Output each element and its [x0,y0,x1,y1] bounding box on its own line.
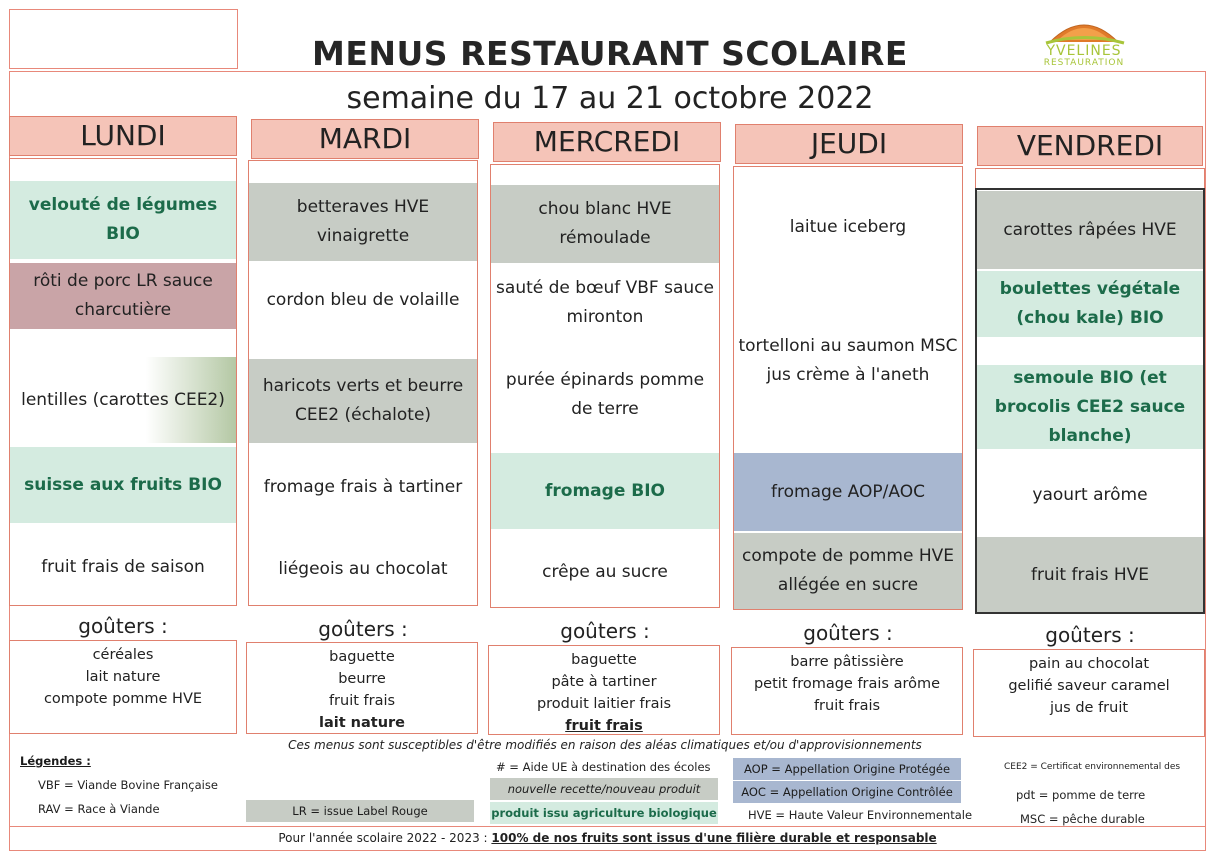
legend-title: Légendes : [20,754,91,768]
gouters-title-jeudi: goûters : [803,621,893,645]
legend-nouvelle: nouvelle recette/nouveau produit [490,778,718,800]
legend-lr: LR = issue Label Rouge [246,800,474,822]
legend-msc: MSC = pêche durable [1020,812,1145,826]
menu-item-dairy: yaourt arôme [1032,484,1148,505]
disclaimer: Ces menus sont susceptibles d'être modifiés en raison des aléas climatiques et/ou d'approvisionnements [288,738,922,752]
menu-item-dessert: crêpe au sucre [542,561,668,582]
legend-vbf: VBF = Viande Bovine Française [38,778,218,792]
day-header-jeudi: JEUDI [735,124,963,164]
menu-item-dairy: fromage frais à tartiner [263,476,463,497]
gouter-item: lait nature [85,669,161,685]
blank-header-box [9,9,238,69]
footer-text: Pour l'année scolaire 2022 - 2023 : [278,831,488,845]
gouter-item: barre pâtissière [790,654,904,670]
gouter-item: lait nature [318,715,406,731]
legend-pdt: pdt = pomme de terre [1016,788,1146,802]
menu-item-side: semoule BIO (et brocolis CEE2 sauce blanche) [976,365,1204,449]
gouter-item: beurre [338,671,386,687]
week-title: semaine du 17 au 21 octobre 2022 [346,81,874,116]
gouters-box-mardi [246,642,478,734]
menu-item-dairy: suisse aux fruits BIO [10,447,236,523]
menu-item-dessert: liégeois au chocolat [278,558,448,579]
menu-item-side: haricots verts et beurre CEE2 (échalote) [249,359,477,443]
logo-line2: RESTAURATION [1043,58,1125,68]
day-column-jeudi [733,166,963,610]
gouter-item: pain au chocolat [1028,656,1150,672]
menu-item-dairy: fromage BIO [491,453,719,529]
gouter-item: céréales [92,647,154,663]
gouters-box-vendredi [973,649,1205,737]
footer [9,826,1206,850]
gouter-item: jus de fruit [1049,700,1129,716]
gouters-title-vendredi: goûters : [1045,623,1135,647]
gouters-box-mercredi [488,645,720,735]
menu-item-side: purée épinards pomme de terre [505,370,705,419]
day-column-mardi [248,160,478,606]
page-title: MENUS RESTAURANT SCOLAIRE [312,34,908,73]
legend-aide: # = Aide UE à destination des écoles [496,760,711,774]
gouters-title-mercredi: goûters : [560,619,650,643]
logo-text [1028,44,1140,68]
logo [1028,10,1140,72]
menu-item-starter: laitue iceberg [789,216,907,237]
menu-item-starter: carottes râpées HVE [976,191,1204,269]
gouter-item: produit laitier frais [536,696,672,712]
gouters-title-lundi: goûters : [78,614,168,638]
day-header-vendredi: VENDREDI [977,126,1203,166]
day-column-lundi [9,158,237,606]
legend-aop: AOP = Appellation Origine Protégée [733,758,961,780]
highlight-border [975,188,1205,614]
menu-item-starter: velouté de légumes BIO [10,181,236,259]
gouter-item: compote pomme HVE [43,691,203,707]
gouters-title-mardi: goûters : [318,617,408,641]
gouter-item: baguette [329,649,395,665]
legend-rav: RAV = Race à Viande [38,802,160,816]
menu-item-main: rôti de porc LR sauce charcutière [10,263,236,329]
day-column-mercredi [490,164,720,608]
menu-item-dessert: fruit frais HVE [976,537,1204,613]
legend-bio: produit issu agriculture biologique [490,802,718,824]
gouters-box-jeudi [731,647,963,735]
gouter-item: petit fromage frais arôme [753,676,941,692]
menu-item-main: tortelloni au saumon MSC jus crème à l'aneth [738,336,958,385]
menu-item-main: boulettes végétale (chou kale) BIO [976,271,1204,337]
day-header-mercredi: MERCREDI [493,122,721,162]
gouter-item: fruit frais [813,698,881,714]
menu-item-main: sauté de bœuf VBF sauce mironton [496,278,714,327]
day-header-lundi: LUNDI [9,116,237,156]
gouters-box-lundi [9,640,237,734]
gouter-item: gelifié saveur caramel [1008,678,1170,694]
menu-item-main: cordon bleu de volaille [266,289,460,310]
menu-item-side: lentilles (carottes CEE2) [10,357,236,443]
menu-item-starter: chou blanc HVE rémoulade [491,185,719,263]
gouter-item: baguette [571,652,637,668]
legend-aoc: AOC = Appellation Origine Contrôlée [733,781,961,803]
footer-bold-text: 100% de nos fruits sont issus d'une filière durable et responsable [491,831,937,845]
gouter-item: fruit frais [565,718,643,734]
legend-cee2: CEE2 = Certificat environnemental des [1004,762,1181,772]
menu-item-dessert: compote de pomme HVE allégée en sucre [734,533,962,609]
logo-line1: YVELINES [1046,43,1122,59]
day-header-mardi: MARDI [251,119,479,159]
menu-item-dessert: fruit frais de saison [41,556,205,577]
legend-hve: HVE = Haute Valeur Environnementale [748,808,973,822]
gouter-item: pâte à tartiner [551,674,657,690]
menu-item-starter: betteraves HVE vinaigrette [249,183,477,261]
menu-item-dairy: fromage AOP/AOC [734,453,962,531]
logo-icon [1028,10,1140,46]
gouter-item: fruit frais [328,693,396,709]
